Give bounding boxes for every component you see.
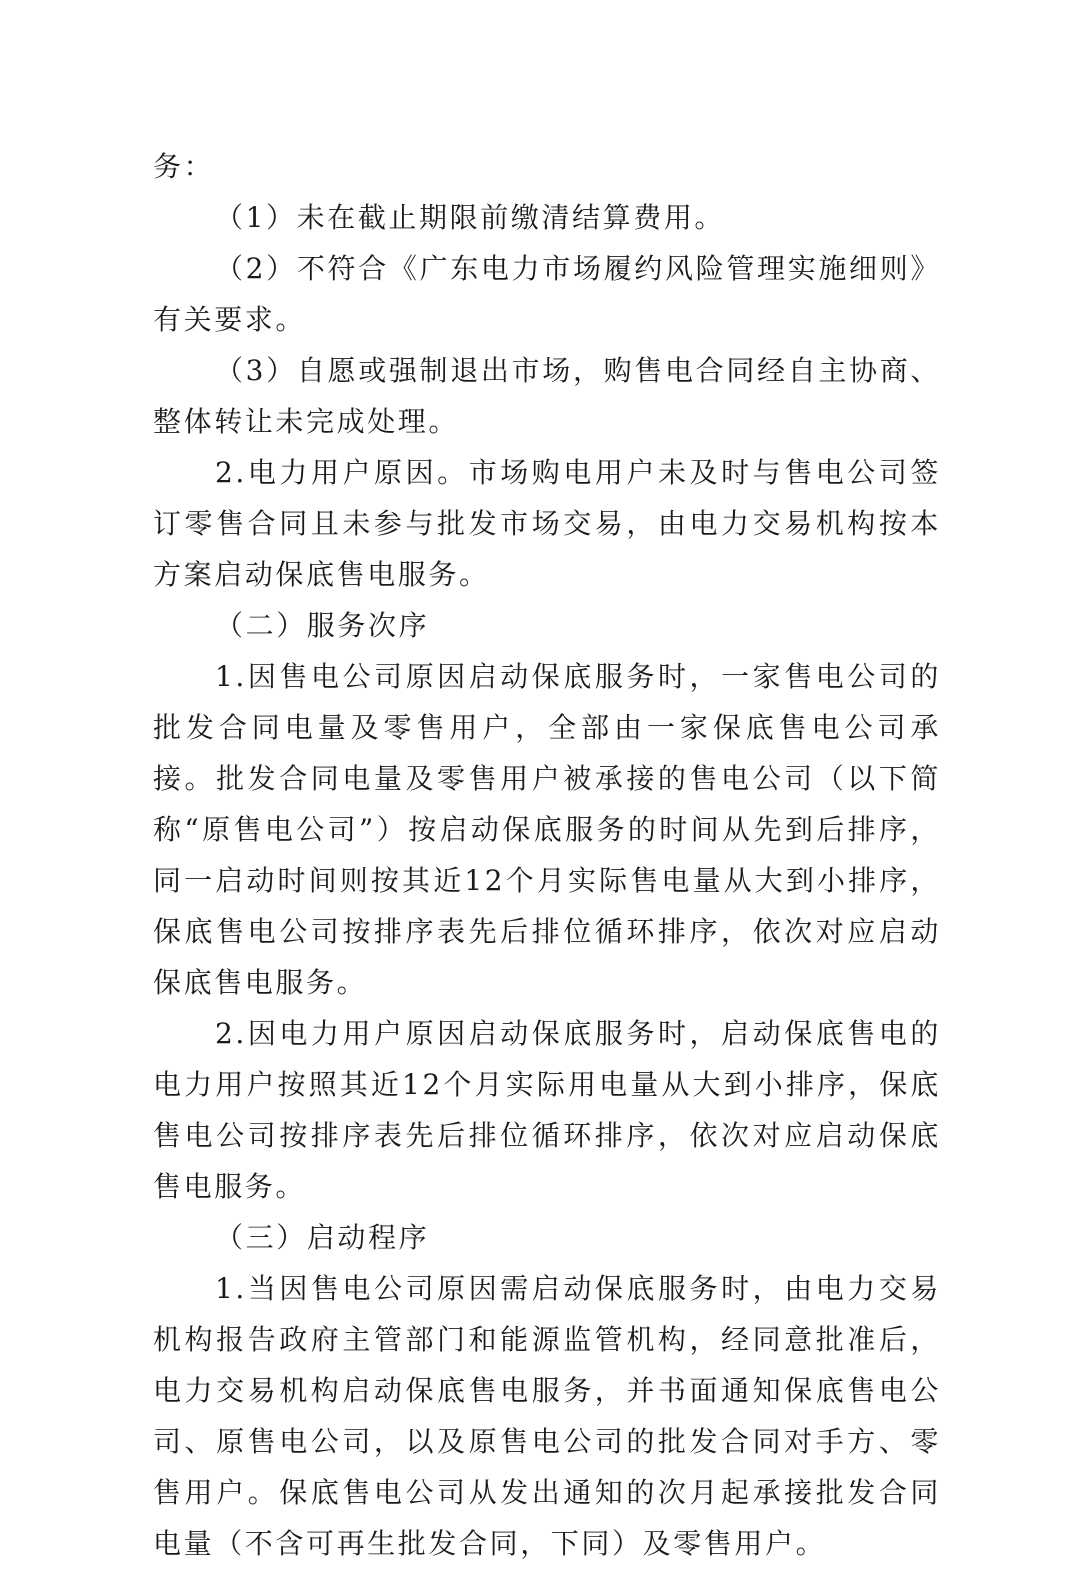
paragraph-service-order-1: 1.因售电公司原因启动保底服务时，一家售电公司的批发合同电量及零售用户，全部由一家保底售电公司承接。批发合同电量及零售用户被承接的售电公司（以下简称“原售电公司”）按启动保底服务的时间从先到后排序，同一启动时间则按其近12个月实际售电量从大到小排序，保底售电公司按排序表先后排位循环排序，依次对应启动保底售电服务。 [153,660,941,999]
paragraph-startup-procedure-1: 1.当因售电公司原因需启动保底服务时，由电力交易机构报告政府主管部门和能源监管机构，经同意批准后，电力交易机构启动保底售电服务，并书面通知保底售电公司、原售电公司，以及原售电公司的批发合同对手方、零售用户。保底售电公司从发出通知的次月起承接批发合同电量（不含可再生批发合同，下同）及零售用户。 [153,1272,941,1560]
paragraph-continuation: 务： [153,150,215,183]
section-heading-startup-procedure: （三）启动程序 [215,1221,430,1254]
paragraph-user-reason: 2.电力用户原因。市场购电用户未及时与售电公司签订零售合同且未参与批发市场交易，由电力交易机构按本方案启动保底售电服务。 [153,456,941,591]
section-heading-service-order: （二）服务次序 [215,609,430,642]
document-body [153,141,941,1569]
paragraph-service-order-2: 2.因电力用户原因启动保底服务时，启动保底售电的电力用户按照其近12个月实际用电量从大到小排序，保底售电公司按排序表先后排位循环排序，依次对应启动保底售电服务。 [153,1017,941,1203]
paragraph-item-2: （2）不符合《广东电力市场履约风险管理实施细则》有关要求。 [153,252,941,336]
paragraph-item-1: （1）未在截止期限前缴清结算费用。 [215,201,726,234]
paragraph-item-3: （3）自愿或强制退出市场，购售电合同经自主协商、整体转让未完成处理。 [153,354,941,438]
